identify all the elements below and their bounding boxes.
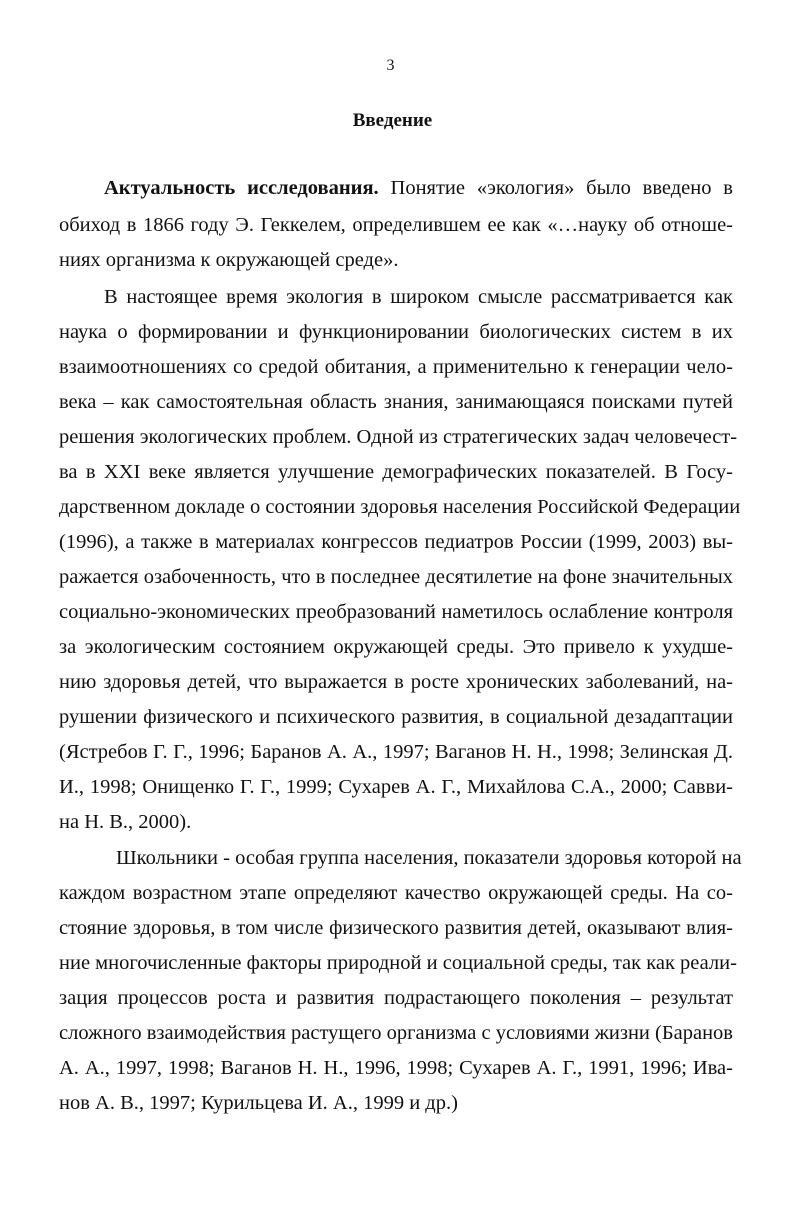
paragraph-1-lead: Актуальность исследования. [104, 177, 379, 199]
paragraph-2-line-8: (1996), а также в материалах конгрессов педиатров России (1999, 2003) вы- [59, 531, 733, 553]
paragraph-1-line-2: обиход в 1866 году Э. Геккелем, определившем ее как «…науку об отноше- [59, 214, 733, 236]
paragraph-2-line-9: ражается озабоченность, что в последнее десятилетие на фоне значительных [59, 566, 733, 588]
paragraph-3-line-5: зация процессов роста и развития подрастающего поколения – результат [59, 987, 733, 1009]
paragraph-2-line-13: рушении физического и психического развития, в социальной дезадаптации [59, 706, 733, 728]
paragraph-3-line-8: нов А. В., 1997; Курильцева И. А., 1999 и др.) [59, 1092, 458, 1114]
paragraph-1-line-3: ниях организма к окружающей среде». [59, 249, 399, 271]
paragraph-2-line-1: В настоящее время экология в широком смысле рассматривается как [104, 286, 733, 308]
paragraph-2-line-14: (Ястребов Г. Г., 1996; Баранов А. А., 1997; Ваганов Н. Н., 1998; Зелинская Д. [59, 741, 733, 763]
paragraph-3-line-7: А. А., 1997, 1998; Ваганов Н. Н., 1996, 1998; Сухарев А. Г., 1991, 1996; Ива- [59, 1057, 733, 1079]
paragraph-3-line-4: ние многочисленные факторы природной и социальной среды, так как реали- [59, 952, 737, 974]
section-heading: Введение [352, 110, 433, 131]
paragraph-2-line-5: решения экологических проблем. Одной из стратегических задач человечест- [59, 426, 738, 448]
paragraph-3-line-3: стояние здоровья, в том числе физического развития детей, оказывают влия- [59, 917, 733, 939]
paragraph-2-line-12: нию здоровья детей, что выражается в росте хронических заболеваний, на- [59, 671, 733, 693]
paragraph-2-line-4: века – как самостоятельная область знания, занимающаяся поисками путей [59, 391, 733, 413]
paragraph-2-line-11: за экологическим состоянием окружающей среды. Это привело к ухудше- [59, 636, 733, 658]
paragraph-1-line-1: Актуальность исследования. Понятие «экология» было введено в [104, 177, 733, 199]
page-number: 3 [386, 57, 395, 74]
paragraph-2-line-3: взаимоотношениях со средой обитания, а применительно к генерации чело- [59, 356, 733, 378]
paragraph-2-line-6: ва в XXI веке является улучшение демографических показателей. В Госу- [59, 461, 733, 483]
paragraph-3-line-6: сложного взаимодействия растущего организма с условиями жизни (Баранов [59, 1022, 733, 1044]
paragraph-2-line-16: на Н. В., 2000). [59, 811, 192, 833]
paragraph-2-line-15: И., 1998; Онищенко Г. Г., 1999; Сухарев А. Г., Михайлова С.А., 2000; Савви- [59, 776, 733, 798]
paragraph-3-line-2: каждом возрастном этапе определяют качество окружающей среды. На со- [59, 882, 733, 904]
paragraph-2-line-7: дарственном докладе о состоянии здоровья населения Российской Федерации [59, 496, 741, 518]
paragraph-3-line-1: Школьники - особая группа населения, показатели здоровья которой на [116, 847, 742, 869]
paragraph-2-line-10: социально-экономических преобразований наметилось ослабление контроля [59, 601, 733, 623]
paragraph-2-line-2: наука о формировании и функционировании биологических систем в их [59, 321, 733, 343]
